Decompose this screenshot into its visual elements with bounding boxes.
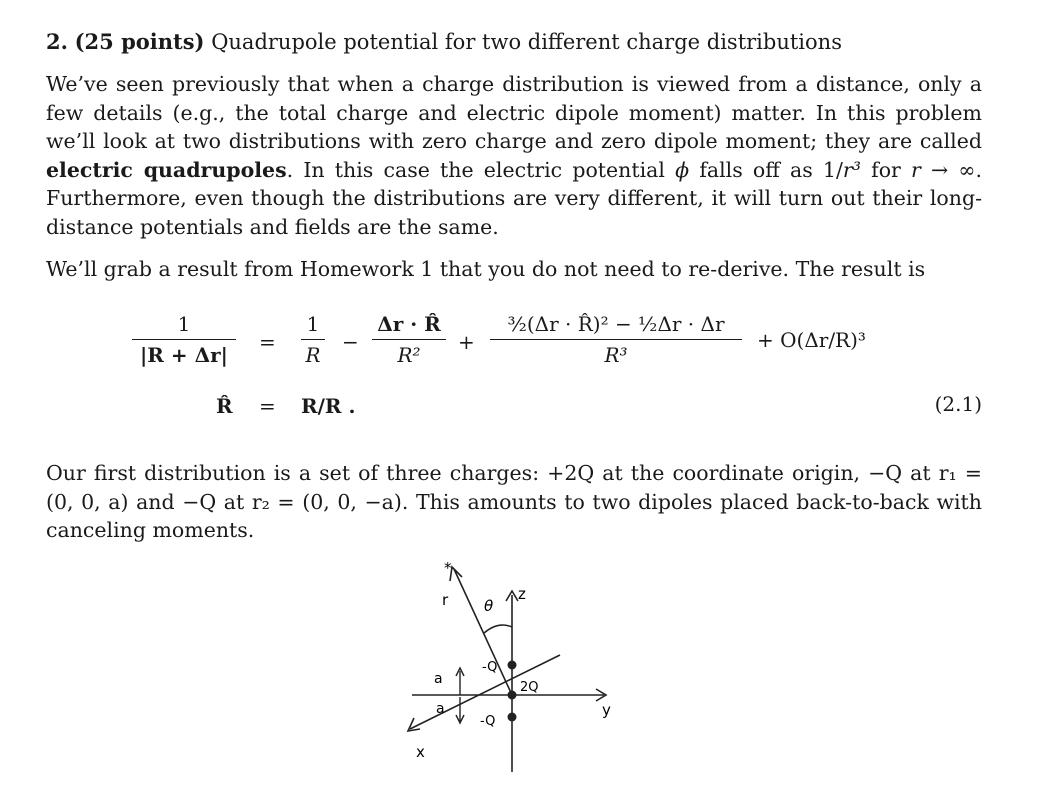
problem-heading	[46, 28, 982, 56]
rhat-definition: R/R .	[301, 394, 356, 418]
order-term: + O(Δr/R)³	[757, 328, 866, 352]
a-top-label: a	[434, 671, 443, 687]
quadrupole-term: electric quadrupoles	[46, 157, 287, 182]
figure-sketch	[372, 547, 662, 797]
result-intro-paragraph: We’ll grab a result from Homework 1 that you do not need to re-derive. The result is	[46, 257, 926, 281]
rhat-symbol: R̂	[216, 394, 233, 418]
problem-title: Quadrupole potential for two different charge distributions	[211, 30, 842, 54]
plus-sign: +	[458, 330, 475, 354]
minus-q-top-label: -Q	[482, 660, 498, 675]
lhs-fraction	[132, 312, 236, 367]
equation-number: (2.1)	[934, 392, 982, 416]
charge-minus-q-bottom	[508, 713, 517, 722]
theta-label: θ	[484, 597, 494, 615]
equals-sign-2: =	[259, 394, 276, 418]
intro-text-3: falls off as 1/	[699, 157, 843, 182]
equation-2-1	[46, 304, 982, 424]
r-cubed: r³	[842, 157, 861, 182]
charge-distribution-figure	[372, 547, 662, 797]
a-bottom-label: a	[436, 701, 445, 717]
term1-denominator: R	[305, 343, 321, 368]
theta-arc	[484, 625, 512, 633]
lhs-numerator: 1	[177, 312, 191, 336]
charge-plus-2q	[508, 691, 517, 700]
minus-q-bottom-label: -Q	[480, 714, 496, 729]
phi-symbol: ϕ	[675, 157, 690, 182]
intro-text-4: for	[871, 157, 901, 182]
star-label: *	[444, 559, 452, 577]
z-label: z	[518, 585, 526, 603]
intro-paragraph	[46, 70, 982, 241]
equals-sign: =	[259, 330, 276, 354]
r-limit: r → ∞	[911, 157, 976, 182]
term3-numerator: ³⁄₂(Δr · R̂)² − ½Δr · Δr	[507, 312, 725, 336]
distribution-paragraph: Our first distribution is a set of three charges: +2Q at the coordinate origin, −Q at r₁ = (0, 0, a) and −Q at r₂ = (0, 0, −a). This amounts to two dipoles placed back-to-back with canceling moments.	[46, 461, 982, 542]
term1-numerator: 1	[306, 312, 320, 336]
term3-denominator: R³	[604, 343, 628, 368]
problem-points: (25 points)	[74, 29, 205, 54]
minus-sign: −	[342, 330, 359, 354]
y-label: y	[602, 701, 611, 719]
term2-numerator: Δr · R̂	[377, 312, 441, 336]
term2-fraction	[372, 312, 446, 367]
term1-fraction	[301, 312, 325, 367]
intro-text-2: . In this case the electric potential	[286, 157, 665, 182]
x-label: x	[416, 743, 425, 761]
r-vector	[454, 569, 512, 695]
intro-text-1: We’ve seen previously that when a charge distribution is viewed from a distance, only a few details (e.g., the total charge and electric dipole moment) matter. In this problem we’ll look at two distributions with zero charge and zero dipole moment; they are called	[46, 72, 982, 153]
problem-page	[46, 28, 982, 542]
term2-denominator: R²	[397, 343, 421, 368]
term3-fraction	[490, 312, 742, 367]
problem-number: 2.	[46, 29, 68, 54]
two-q-label: 2Q	[520, 680, 539, 695]
lhs-denominator: |R + Δr|	[140, 343, 228, 368]
r-label: r	[442, 591, 449, 609]
intro-text-5: . Furthermore, even though the distributions are very different, it will turn out their long-distance potentials and fields are the same.	[46, 157, 982, 239]
charge-minus-q-top	[508, 661, 517, 670]
